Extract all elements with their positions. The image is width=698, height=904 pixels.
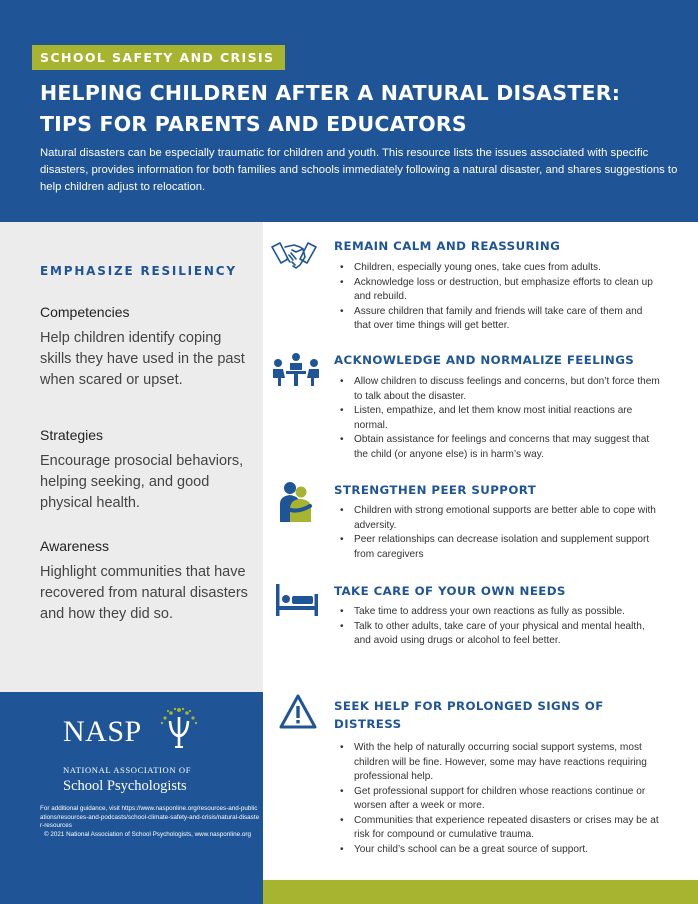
fine-print (40, 805, 260, 840)
bullet-item: • With the help of naturally occurring social support systems, most children will be fine. However, some may have reactions requiring professional help. (340, 741, 660, 785)
bullet-item: • Children with strong emotional supports are better able to cope with adversity. (340, 504, 660, 533)
guidance-link[interactable]: For additional guidance, visit https://www.nasponline.org/resources-and-publications/resources-and-podcasts/school-climate-safety-and-crisis/natural-disaster-resources (40, 805, 260, 830)
tip-bullets (340, 741, 660, 857)
tip-title: STRENGTHEN PEER SUPPORT (334, 483, 537, 497)
bullet-item: • Assure children that family and friends will take care of them and that over time things will get better. (340, 305, 660, 334)
strategies-title: Strategies (40, 427, 104, 443)
group-meeting-icon (270, 351, 322, 391)
tip-title: REMAIN CALM AND REASSURING (334, 239, 561, 253)
bullet-item: • Obtain assistance for feelings and concerns that may suggest that the child (or anyone else) is in harm’s way. (340, 433, 660, 462)
bullet-item: • Take time to address your own reactions as fully as possible. (340, 605, 660, 620)
copyright-text: © 2021 National Association of School Psychologists, www.nasponline.org (44, 831, 251, 839)
header-banner (0, 0, 698, 222)
org-name-line-1: NATIONAL ASSOCIATION OF (63, 765, 192, 775)
awareness-title: Awareness (40, 538, 110, 554)
competencies-title: Competencies (40, 304, 130, 320)
nasp-wordmark: NASP (63, 715, 142, 748)
strategies-body: Encourage prosocial behaviors, helping seeking, and good physical health. (40, 453, 244, 511)
bullet-item: • Get professional support for children whose reactions continue or worsen after a week or more. (340, 785, 660, 814)
tip-bullets (340, 504, 660, 562)
bullet-item: • Acknowledge loss or destruction, but emphasize efforts to clean up and rebuild. (340, 276, 660, 305)
category-tag: SCHOOL SAFETY AND CRISIS (32, 45, 285, 70)
bottom-accent-bar (263, 880, 698, 904)
title-line-1: HELPING CHILDREN AFTER A NATURAL DISASTER: (40, 81, 621, 105)
bullet-item: • Communities that experience repeated disasters or crises may be at risk for compound or cumulative trauma. (340, 814, 660, 843)
tip-title-line-2: DISTRESS (334, 717, 402, 731)
bed-icon (274, 582, 320, 618)
warning-icon (278, 693, 318, 731)
bullet-item: • Listen, empathize, and let them know most initial reactions are normal. (340, 404, 660, 433)
awareness-body: Highlight communities that have recovered from natural disasters and how they did so. (40, 564, 248, 622)
bullet-item: • Peer relationships can decrease isolation and supplement support from caregivers (340, 533, 660, 562)
tip-title (334, 697, 604, 733)
footer-panel (0, 692, 263, 904)
nasp-logo (63, 715, 142, 749)
tip-bullets (340, 261, 660, 334)
bullet-item: • Talk to other adults, take care of your physical and mental health, and avoid using drugs or alcohol to feel better. (340, 620, 660, 649)
tip-title-line-1: SEEK HELP FOR PROLONGED SIGNS OF (334, 699, 604, 713)
hug-icon (276, 480, 316, 522)
tip-title: TAKE CARE OF YOUR OWN NEEDS (334, 584, 566, 598)
title-line-2: TIPS FOR PARENTS AND EDUCATORS (40, 112, 467, 136)
competencies-body: Help children identify coping skills they have used in the past when scared or upset. (40, 330, 245, 388)
org-name-line-2: School Psychologists (63, 778, 187, 794)
bullet-item: • Allow children to discuss feelings and concerns, but don’t force them to talk about the disaster. (340, 375, 660, 404)
bullet-item: • Children, especially young ones, take cues from adults. (340, 261, 660, 276)
psi-leaf-icon (156, 705, 202, 751)
resiliency-heading: EMPHASIZE RESILIENCY (40, 264, 237, 278)
intro-paragraph: Natural disasters can be especially traumatic for children and youth. This resource lists the issues associated with specific disasters, provides information for both families and schools immediately following a natural disaster, and shares suggestions to help children adjust to relocation. (40, 147, 678, 193)
handshake-icon (270, 235, 318, 275)
resiliency-panel (0, 222, 263, 692)
page-title (40, 78, 680, 140)
tip-bullets (340, 375, 660, 462)
bullet-item: • Your child’s school can be a great source of support. (340, 843, 660, 858)
tip-title: ACKNOWLEDGE AND NORMALIZE FEELINGS (334, 353, 635, 367)
tip-bullets (340, 605, 660, 649)
